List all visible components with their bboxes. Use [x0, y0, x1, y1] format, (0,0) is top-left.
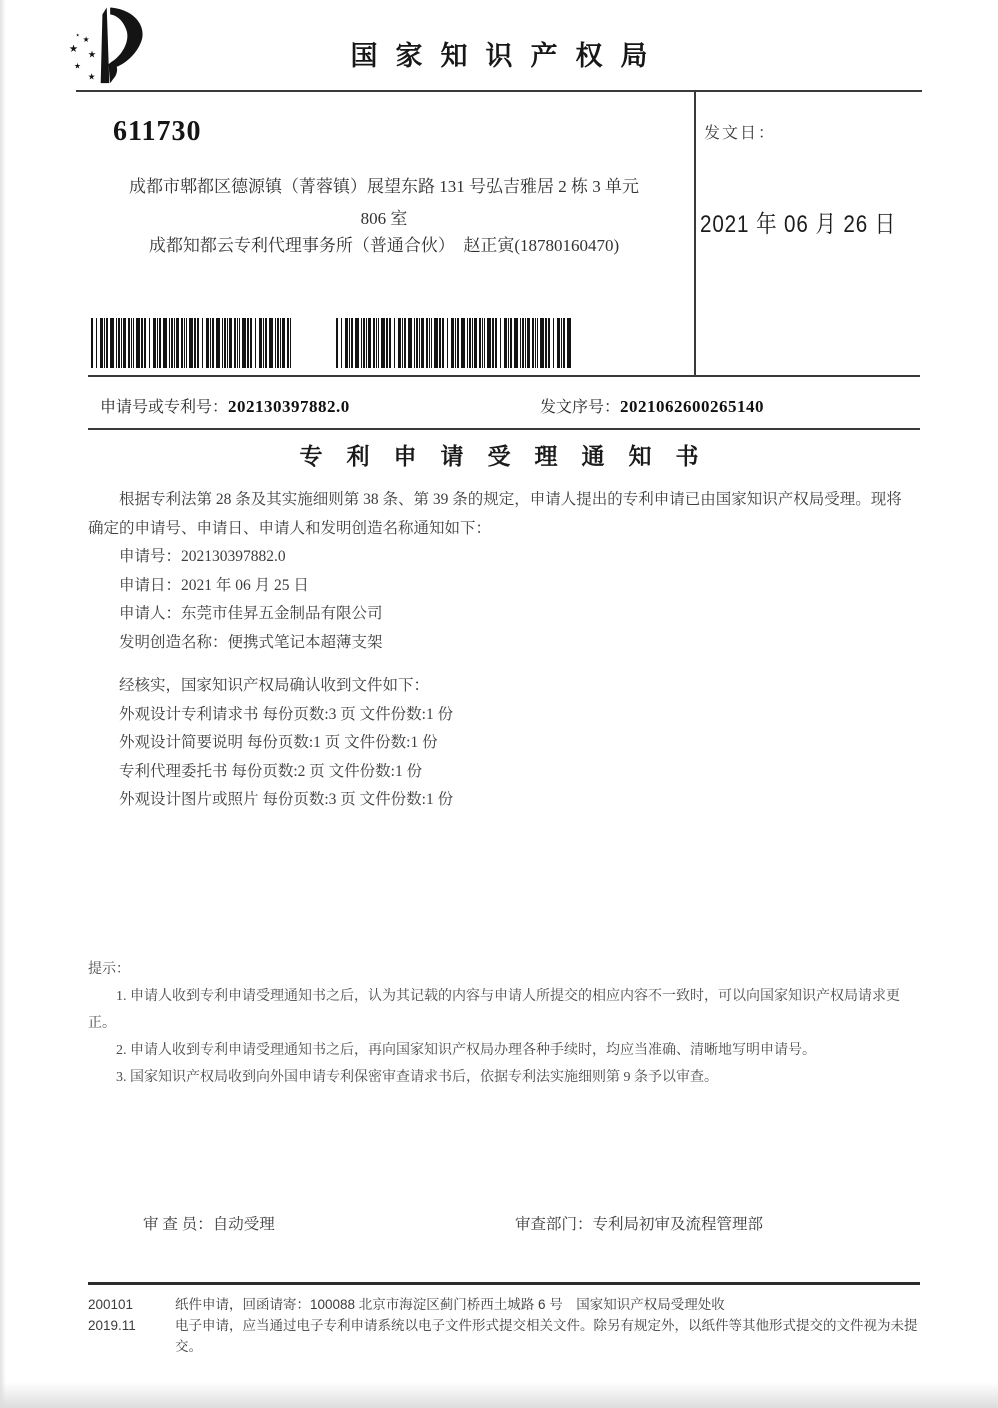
tip-item-2: 2. 申请人收到专利申请受理通知书之后，再向国家知识产权局办理各种手续时，均应当准确、清晰地写明申请号。: [116, 1043, 816, 1058]
svg-text:★: ★: [74, 61, 81, 71]
footer-divider: [88, 1282, 920, 1285]
form-date: 2019.11: [88, 1318, 136, 1333]
issue-date-value: 2021 年 06 月 26 日: [700, 211, 897, 238]
review-department: [515, 1212, 763, 1234]
examiner-label: 审 查 员：: [143, 1216, 213, 1233]
examiner: [143, 1212, 275, 1234]
tips-label: 提示：: [88, 962, 130, 977]
svg-text:★: ★: [82, 34, 90, 44]
issue-date-label: 发文日：: [704, 125, 777, 142]
application-number-label: 申请号或专利号：: [100, 399, 229, 416]
field-invention-title: 发明创造名称：便携式笔记本超薄支架: [119, 633, 383, 651]
issue-box-divider: [694, 91, 696, 376]
application-number-value: 202130397882.0: [228, 397, 350, 416]
postal-code: 611730: [113, 116, 202, 147]
field-application-no: 申请号：202130397882.0: [119, 548, 286, 565]
footer-paper-instruction: 纸件申请，回函请寄：100088 北京市海淀区蓟门桥西土城路 6 号 国家知识产权局受理处收: [175, 1297, 725, 1312]
svg-text:★: ★: [68, 43, 79, 56]
confirm-intro: 经核实，国家知识产权局确认收到文件如下：: [119, 677, 430, 694]
document-item-pictures: 外观设计图片或照片 每份页数:3 页 文件份数:1 份: [119, 791, 454, 808]
document-item-request: 外观设计专利请求书 每份页数:3 页 文件份数:1 份: [119, 705, 454, 723]
header-divider: [76, 90, 922, 92]
serial-number: [540, 394, 764, 417]
form-code: 200101: [88, 1297, 134, 1312]
footer: [88, 1294, 928, 1357]
application-number: [100, 394, 350, 417]
review-department-value: 专利局初审及流程管理部: [592, 1216, 764, 1233]
svg-text:★: ★: [87, 72, 96, 83]
scan-edge-left: [0, 0, 6, 1408]
tip-item-3: 3. 国家知识产权局收到向外国申请专利保密审查请求书后，依据专利法实施细则第 9 条予以审查。: [116, 1070, 718, 1085]
scan-edge-bottom: [0, 1382, 998, 1408]
agency-title: 国家知识产权局: [350, 41, 666, 71]
form-codes: [88, 1294, 175, 1357]
document-item-poa: 专利代理委托书 每份页数:2 页 文件份数:1 份: [119, 762, 423, 780]
notice-body: [88, 486, 914, 815]
svg-text:★: ★: [75, 33, 80, 39]
svg-text:★: ★: [87, 49, 97, 61]
reference-row-divider: [88, 428, 920, 430]
examiner-value: 自动受理: [212, 1216, 275, 1233]
footer-electronic-instruction: 电子申请，应当通过电子专利申请系统以电子文件形式提交相关文件。除另有规定外，以纸件等其他形式提交的文件视为未提交。: [175, 1318, 918, 1354]
tips-section: [88, 956, 920, 1091]
tip-item-1: 1. 申请人收到专利申请受理通知书之后，认为其记载的内容与申请人所提交的相应内容不一致时，可以向国家知识产权局请求更正。: [88, 989, 900, 1031]
recipient-agency-line: 成都知都云专利代理事务所（普通合伙） 赵正寅(18780160470): [148, 236, 620, 255]
serial-number-label: 发文序号：: [540, 399, 621, 416]
recipient-address-line1: 成都市郫都区德源镇（菁蓉镇）展望东路 131 号弘吉雅居 2 栋 3 单元: [129, 177, 639, 196]
barcode-section-divider: [88, 375, 920, 377]
barcode-application: [90, 318, 295, 368]
serial-number-value: 2021062600265140: [620, 397, 765, 416]
barcode-serial: [335, 318, 575, 368]
document-title: 专利申请受理通知书: [299, 443, 723, 469]
document-item-brief: 外观设计简要说明 每份页数:1 页 文件份数:1 份: [119, 734, 438, 751]
intro-paragraph: 根据专利法第 28 条及其实施细则第 38 条、第 39 条的规定，申请人提出的专利申请已由国家知识产权局受理。现将确定的申请号、申请日、申请人和发明创造名称通知如下：: [88, 491, 902, 537]
field-application-date: 申请日：2021 年 06 月 25 日: [119, 576, 309, 594]
recipient-address-line2: 806 室: [360, 209, 408, 228]
field-applicant: 申请人：东莞市佳昇五金制品有限公司: [119, 605, 383, 622]
review-department-label: 审查部门：: [515, 1216, 593, 1233]
footer-instructions: [175, 1294, 920, 1357]
